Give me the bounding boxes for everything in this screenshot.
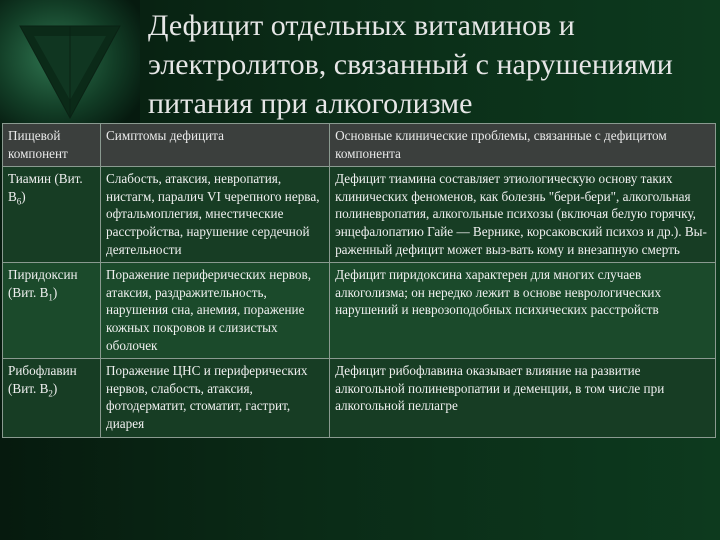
component-cell (3, 359, 101, 437)
table-row (3, 167, 716, 263)
symptoms-cell: Поражение периферических нервов, атаксия, раздражительность, нарушения сна, анемия, поражение кожных покровов и слизистых оболочек (101, 263, 330, 359)
component-name: Пиридоксин (Вит. В (8, 267, 78, 300)
page-title: Дефицит отдельных витаминов и электролитов, связанный с нарушениями питания при алкоголизме (148, 9, 673, 120)
component-subscript: 1 (48, 292, 53, 303)
decorative-corner (0, 0, 140, 128)
header-symptoms: Симптомы дефицита (101, 124, 330, 167)
component-name: Тиамин (Вит. В (8, 171, 83, 204)
component-subscript: 2 (48, 388, 53, 399)
table-row (3, 263, 716, 359)
component-subscript: 6 (16, 196, 22, 207)
component-cell (3, 167, 101, 263)
table-header-row (3, 124, 716, 167)
header-component: Пищевой компонент (3, 124, 101, 167)
symptoms-cell: Поражение ЦНС и периферических нервов, слабость, атаксия, фотодерматит, стоматит, гастрит, диарея (101, 359, 330, 437)
component-cell (3, 263, 101, 359)
table-row (3, 359, 716, 437)
problems-cell: Дефицит рибофлавина оказывает влияние на развитие алкогольной полиневропатии и деменции, в том числе при алкогольной пеллагре (330, 359, 716, 437)
problems-cell: Дефицит пиридоксина характерен для многих случаев алкоголизма; он нередко лежит в основе неврологических нарушений и неврозоподобных психических расстройств (330, 263, 716, 359)
problems-cell: Дефицит тиамина составляет этиологическую основу таких клинических феноменов, как болезнь "бери-бери", алкогольная полиневропатия, алкогольные психозы (включая белую горячку, энцефалопатию Гайе — Вернике, корсаковский психоз и др.). Вы-раженный дефицит может выз-вать кому и внезапную смерть (330, 167, 716, 263)
component-name: Рибофлавин (Вит. В (8, 363, 77, 396)
symptoms-cell: Слабость, атаксия, невропатия, нистагм, паралич VI черепного нерва, офтальмоплегия, мнестические расстройства, нарушение сердечной деятельности (101, 167, 330, 263)
deficit-table (2, 123, 716, 438)
component-close: ) (52, 284, 58, 300)
header-problems: Основные клинические проблемы, связанные с дефицитом компонента (330, 124, 716, 167)
component-close: ) (21, 188, 26, 204)
component-close: ) (52, 380, 58, 396)
triangle-decoration-icon (0, 0, 140, 128)
